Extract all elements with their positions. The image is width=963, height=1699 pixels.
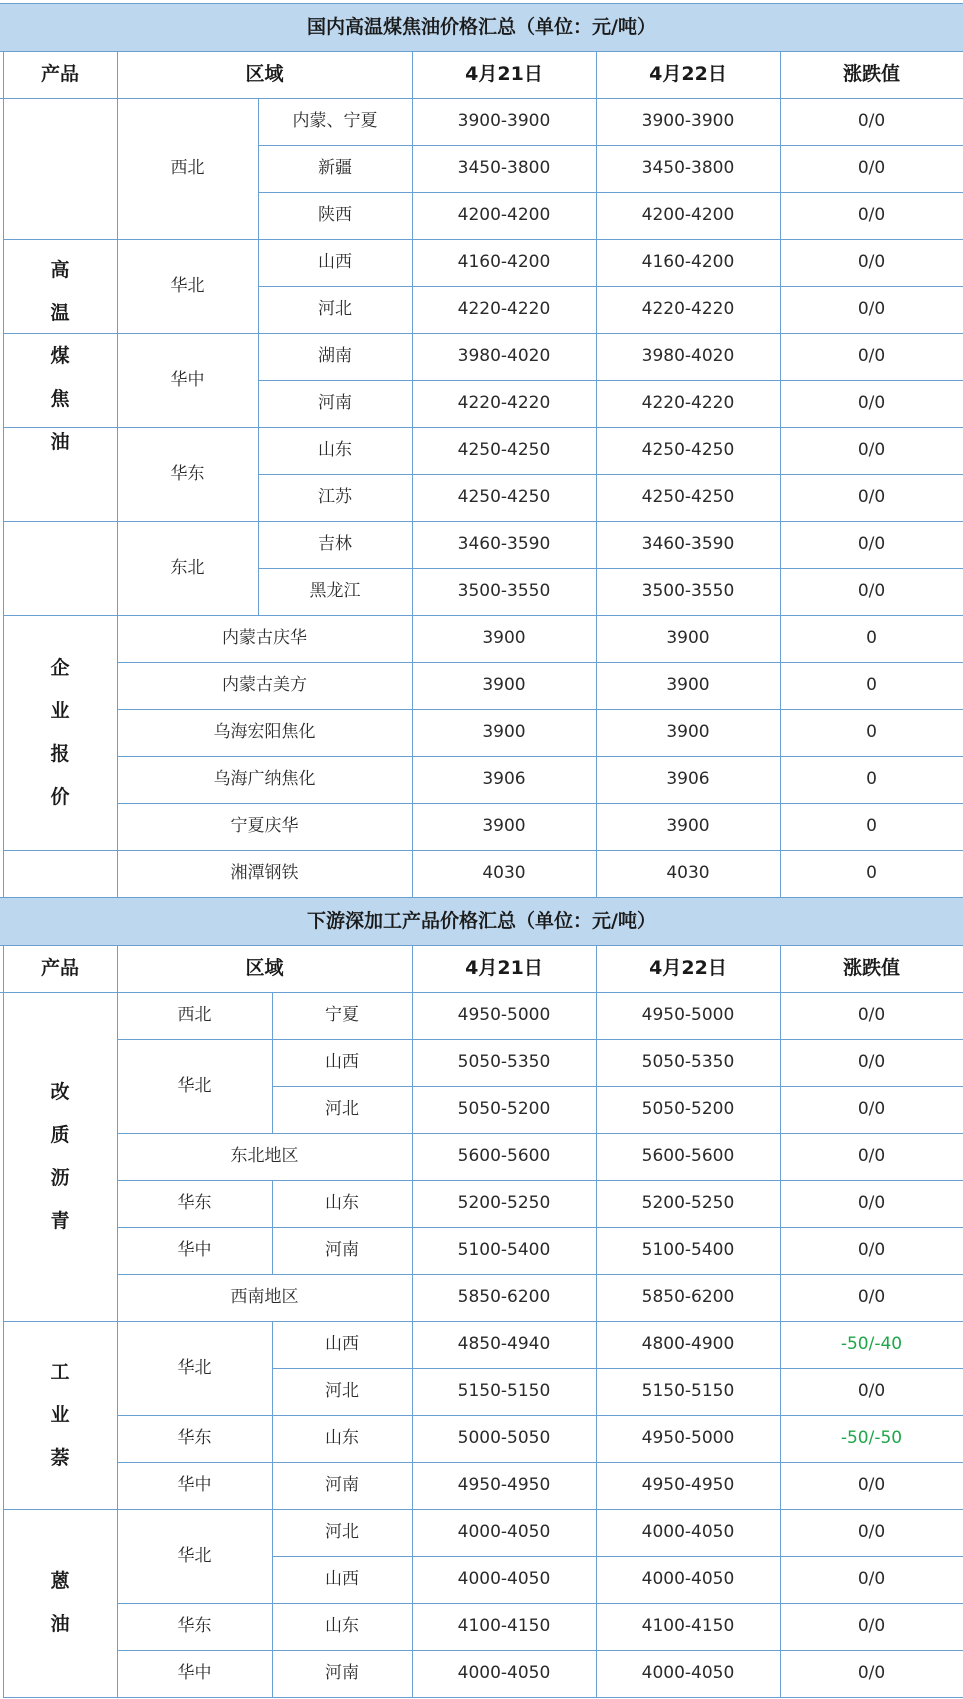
price-date1: 4200-4200 xyxy=(457,205,551,225)
price-change: -50/-50 xyxy=(840,1428,903,1448)
subregion-cell: 陕西 xyxy=(318,205,352,225)
subregion-cell: 河南 xyxy=(325,1663,359,1683)
price-date2: 4220-4220 xyxy=(641,299,735,319)
price-change: 0 xyxy=(866,769,877,789)
header-change: 涨跌值 xyxy=(842,63,900,85)
product-char: 业 xyxy=(50,1403,70,1426)
price-date1: 3900-3900 xyxy=(457,111,551,131)
header-date1: 4月21日 xyxy=(465,957,543,979)
subregion-cell: 宁夏 xyxy=(325,1005,359,1025)
subregion-cell: 江苏 xyxy=(318,487,352,507)
subregion-cell: 河北 xyxy=(325,1099,359,1119)
price-date2: 4950-5000 xyxy=(641,1428,735,1448)
product-char: 煤 xyxy=(50,345,70,367)
price-change: 0 xyxy=(866,675,877,695)
price-date1: 4160-4200 xyxy=(457,252,551,272)
price-date1: 4000-4050 xyxy=(457,1663,551,1683)
price-date2: 3980-4020 xyxy=(641,346,735,366)
header-region: 区域 xyxy=(245,957,284,979)
region-cell: 华东 xyxy=(177,1428,212,1448)
table2-title: 下游深加工产品价格汇总（单位：元/吨） xyxy=(307,909,656,932)
price-change: 0/0 xyxy=(857,1146,886,1166)
region-cell: 西北 xyxy=(170,158,205,178)
price-date2: 4950-5000 xyxy=(641,1005,735,1025)
price-date1: 4000-4050 xyxy=(457,1569,551,1589)
price-date1: 3900 xyxy=(482,722,526,742)
subregion-cell: 山西 xyxy=(325,1569,359,1589)
subregion-cell: 山西 xyxy=(318,252,352,272)
region-cell: 华北 xyxy=(170,275,205,296)
price-change: 0/0 xyxy=(857,299,886,319)
price-change: 0/0 xyxy=(857,1569,886,1589)
price-date2: 5600-5600 xyxy=(641,1146,735,1166)
price-change: 0/0 xyxy=(857,1381,886,1401)
price-date1: 3980-4020 xyxy=(457,346,551,366)
product-char: 青 xyxy=(50,1209,70,1232)
price-change: 0/0 xyxy=(857,205,886,225)
region-cell: 东北 xyxy=(170,557,205,578)
price-date2: 5050-5350 xyxy=(641,1052,735,1072)
subregion-cell: 山西 xyxy=(325,1052,359,1072)
price-change: 0/0 xyxy=(857,440,886,460)
price-date1: 3900 xyxy=(482,675,526,695)
price-date1: 4220-4220 xyxy=(457,393,551,413)
price-change: 0/0 xyxy=(857,581,886,601)
region-cell: 华中 xyxy=(177,1475,212,1495)
header-date2: 4月22日 xyxy=(649,957,727,979)
price-change: 0/0 xyxy=(857,1616,886,1636)
price-change: 0 xyxy=(866,863,877,883)
region-cell: 华东 xyxy=(177,1193,212,1213)
price-date1: 4250-4250 xyxy=(457,487,551,507)
price-change: 0/0 xyxy=(857,487,886,507)
price-change: 0/0 xyxy=(857,1052,886,1072)
product-char: 萘 xyxy=(50,1446,70,1469)
price-change: 0/0 xyxy=(857,1522,886,1542)
product-char: 企 xyxy=(50,656,70,679)
subregion-cell: 河北 xyxy=(325,1381,359,1401)
price-date2: 3900 xyxy=(666,816,710,836)
subregion-cell: 山东 xyxy=(325,1616,359,1636)
subregion-cell: 湖南 xyxy=(318,346,352,366)
region-cell: 华北 xyxy=(177,1357,212,1378)
product-char: 沥 xyxy=(50,1166,70,1189)
company-name-cell: 乌海宏阳焦化 xyxy=(213,722,316,742)
region-cell: 华东 xyxy=(170,463,205,484)
product-group-cell xyxy=(3,98,117,615)
company-name-cell: 宁夏庆华 xyxy=(230,816,299,836)
price-date2: 4200-4200 xyxy=(641,205,735,225)
price-date1: 5600-5600 xyxy=(457,1146,551,1166)
subregion-cell: 河北 xyxy=(318,299,352,319)
price-date2: 3900 xyxy=(666,628,710,648)
product-group-cell xyxy=(3,992,117,1321)
price-date1: 5150-5150 xyxy=(457,1381,551,1401)
subregion-cell: 山东 xyxy=(325,1193,359,1213)
price-date2: 3460-3590 xyxy=(641,534,735,554)
subregion-cell: 西南地区 xyxy=(230,1287,299,1307)
company-name-cell: 乌海广纳焦化 xyxy=(213,769,316,789)
product-char: 油 xyxy=(50,431,70,453)
subregion-cell: 山西 xyxy=(325,1334,359,1354)
price-date2: 5100-5400 xyxy=(641,1240,735,1260)
price-date2: 5050-5200 xyxy=(641,1099,735,1119)
price-date2: 4030 xyxy=(666,863,710,883)
region-cell: 华北 xyxy=(177,1075,212,1096)
price-date1: 4220-4220 xyxy=(457,299,551,319)
price-date1: 3460-3590 xyxy=(457,534,551,554)
price-date2: 4950-4950 xyxy=(641,1475,735,1495)
price-change: 0 xyxy=(866,628,877,648)
product-char: 蒽 xyxy=(50,1570,70,1592)
price-date1: 3900 xyxy=(482,816,526,836)
product-char: 改 xyxy=(50,1080,70,1103)
subregion-cell: 新疆 xyxy=(318,158,352,178)
price-change: 0/0 xyxy=(857,1240,886,1260)
price-date2: 4800-4900 xyxy=(641,1334,735,1354)
subregion-cell: 山东 xyxy=(318,440,352,460)
price-date2: 4100-4150 xyxy=(641,1616,735,1636)
price-date2: 4000-4050 xyxy=(641,1522,735,1542)
price-date1: 3900 xyxy=(482,628,526,648)
price-date1: 4850-4940 xyxy=(457,1334,551,1354)
price-date2: 3450-3800 xyxy=(641,158,735,178)
subregion-cell: 河南 xyxy=(325,1240,359,1260)
price-date2: 4160-4200 xyxy=(641,252,735,272)
price-change: 0 xyxy=(866,722,877,742)
subregion-cell: 河南 xyxy=(325,1475,359,1495)
price-date1: 5000-5050 xyxy=(457,1428,551,1448)
price-date1: 5100-5400 xyxy=(457,1240,551,1260)
region-cell: 华中 xyxy=(177,1240,212,1260)
region-cell: 华中 xyxy=(170,369,205,390)
price-date2: 3500-3550 xyxy=(641,581,735,601)
price-change: 0/0 xyxy=(857,111,886,131)
product-char: 业 xyxy=(50,699,70,722)
region-cell: 华东 xyxy=(177,1616,212,1636)
table1-title: 国内高温煤焦油价格汇总（单位：元/吨） xyxy=(307,15,656,38)
price-change: 0/0 xyxy=(857,1193,886,1213)
region-cell: 西北 xyxy=(177,1005,212,1025)
price-change: 0/0 xyxy=(857,393,886,413)
product-char: 焦 xyxy=(50,388,70,410)
product-group-cell xyxy=(3,1509,117,1697)
price-date1: 4950-4950 xyxy=(457,1475,551,1495)
price-date1: 5050-5200 xyxy=(457,1099,551,1119)
subregion-cell: 河南 xyxy=(318,393,352,413)
company-name-cell: 湘潭钢铁 xyxy=(230,863,299,883)
subregion-cell: 吉林 xyxy=(318,534,352,554)
price-change: 0/0 xyxy=(857,1287,886,1307)
product-group-cell xyxy=(3,615,117,850)
price-date2: 5200-5250 xyxy=(641,1193,735,1213)
product-char: 工 xyxy=(50,1360,70,1383)
price-date1: 3450-3800 xyxy=(457,158,551,178)
subregion-cell: 山东 xyxy=(325,1428,359,1448)
price-change: 0/0 xyxy=(857,252,886,272)
price-change: 0/0 xyxy=(857,346,886,366)
price-date1: 4030 xyxy=(482,863,526,883)
price-date1: 3906 xyxy=(482,769,526,789)
price-date2: 4220-4220 xyxy=(641,393,735,413)
price-date1: 4250-4250 xyxy=(457,440,551,460)
price-date1: 4100-4150 xyxy=(457,1616,551,1636)
price-change: 0/0 xyxy=(857,1005,886,1025)
product-char: 报 xyxy=(50,742,70,765)
price-change: -50/-40 xyxy=(840,1334,903,1354)
price-change: 0/0 xyxy=(857,158,886,178)
price-change: 0 xyxy=(866,816,877,836)
region-cell: 华中 xyxy=(177,1663,212,1683)
price-change: 0/0 xyxy=(857,1099,886,1119)
company-name-cell: 内蒙古美方 xyxy=(222,675,307,695)
header-change: 涨跌值 xyxy=(842,957,900,979)
price-date2: 4000-4050 xyxy=(641,1663,735,1683)
subregion-cell: 东北地区 xyxy=(230,1146,299,1166)
price-date2: 3900 xyxy=(666,722,710,742)
price-date2: 4000-4050 xyxy=(641,1569,735,1589)
price-date2: 3900-3900 xyxy=(641,111,735,131)
header-region: 区域 xyxy=(245,63,284,85)
product-char: 质 xyxy=(50,1123,70,1146)
product-char: 油 xyxy=(50,1613,70,1635)
price-date2: 4250-4250 xyxy=(641,487,735,507)
price-date1: 3500-3550 xyxy=(457,581,551,601)
price-date2: 3906 xyxy=(666,769,710,789)
price-date2: 3900 xyxy=(666,675,710,695)
price-date2: 5850-6200 xyxy=(641,1287,735,1307)
region-cell: 华北 xyxy=(177,1545,212,1566)
header-date2: 4月22日 xyxy=(649,63,727,85)
price-change: 0/0 xyxy=(857,534,886,554)
subregion-cell: 河北 xyxy=(325,1522,359,1542)
header-date1: 4月21日 xyxy=(465,63,543,85)
company-name-cell: 内蒙古庆华 xyxy=(222,628,307,648)
subregion-cell: 黑龙江 xyxy=(309,581,361,601)
price-date1: 5200-5250 xyxy=(457,1193,551,1213)
product-char: 价 xyxy=(50,785,70,808)
header-product: 产品 xyxy=(40,957,79,979)
product-group-cell xyxy=(3,1321,117,1509)
price-change: 0/0 xyxy=(857,1663,886,1683)
price-date1: 5850-6200 xyxy=(457,1287,551,1307)
product-char: 高 xyxy=(50,259,70,281)
product-char: 温 xyxy=(50,302,70,324)
price-date2: 5150-5150 xyxy=(641,1381,735,1401)
price-date1: 4000-4050 xyxy=(457,1522,551,1542)
price-date1: 5050-5350 xyxy=(457,1052,551,1072)
header-product: 产品 xyxy=(40,63,79,85)
price-change: 0/0 xyxy=(857,1475,886,1495)
subregion-cell: 内蒙、宁夏 xyxy=(292,111,378,131)
price-date2: 4250-4250 xyxy=(641,440,735,460)
price-date1: 4950-5000 xyxy=(457,1005,551,1025)
